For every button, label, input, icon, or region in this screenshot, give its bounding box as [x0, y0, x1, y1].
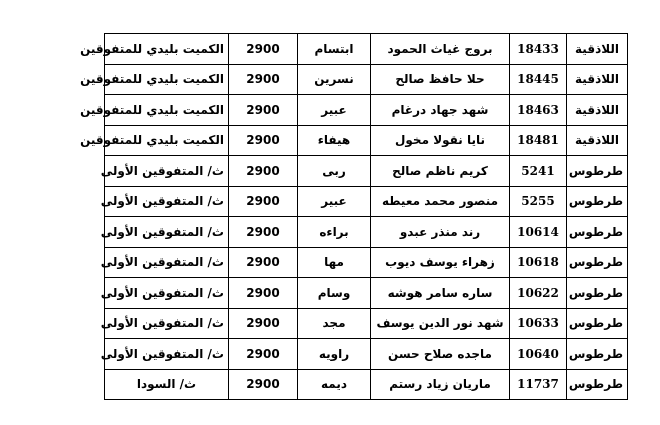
mother-name-cell: مها [298, 247, 371, 278]
school-cell: الكميت بليدي للمتفوقين [105, 125, 229, 156]
table-row [105, 369, 628, 400]
table-row [105, 247, 628, 278]
city-cell: طرطوس [567, 247, 628, 278]
score-cell: 2900 [229, 217, 298, 248]
table-row [105, 156, 628, 187]
student-name-cell: ماجده صلاح حسن [371, 339, 510, 370]
mother-name-cell: عبير [298, 95, 371, 126]
school-cell: الكميت بليدي للمتفوقين [105, 95, 229, 126]
school-cell: ث/ المتفوقين الأولى [105, 156, 229, 187]
mother-name-cell: نسرين [298, 64, 371, 95]
table-row [105, 95, 628, 126]
student-name-cell: ماريان زياد رستم [371, 369, 510, 400]
score-cell: 2900 [229, 247, 298, 278]
exam-number-cell: 10640 [510, 339, 567, 370]
city-cell: طرطوس [567, 278, 628, 309]
exam-number-cell: 5241 [510, 156, 567, 187]
score-cell: 2900 [229, 64, 298, 95]
city-cell: اللاذقية [567, 64, 628, 95]
score-cell: 2900 [229, 369, 298, 400]
results-table [80, 33, 628, 400]
city-cell: طرطوس [567, 217, 628, 248]
mother-name-cell: ابتسام [298, 34, 371, 65]
school-cell: ث/ المتفوقين الأولى [105, 247, 229, 278]
exam-number-cell: 18463 [510, 95, 567, 126]
school-cell: ث/ المتفوقين الأولى [105, 308, 229, 339]
student-name-cell: زهراء يوسف ديوب [371, 247, 510, 278]
table-row [105, 278, 628, 309]
table-row [105, 125, 628, 156]
exam-number-cell: 10614 [510, 217, 567, 248]
table-row [105, 308, 628, 339]
student-name-cell: نايا نقولا مخول [371, 125, 510, 156]
score-cell: 2900 [229, 125, 298, 156]
mother-name-cell: عبير [298, 186, 371, 217]
score-cell: 2900 [229, 156, 298, 187]
school-cell: الكميت بليدي للمتفوقين [105, 64, 229, 95]
exam-number-cell: 10622 [510, 278, 567, 309]
student-name-cell: منصور محمد معيطه [371, 186, 510, 217]
student-name-cell: رند منذر عبدو [371, 217, 510, 248]
school-cell: ث/ المتفوقين الأولى [105, 278, 229, 309]
score-cell: 2900 [229, 339, 298, 370]
city-cell: اللاذقية [567, 95, 628, 126]
mother-name-cell: مجد [298, 308, 371, 339]
exam-number-cell: 11737 [510, 369, 567, 400]
score-cell: 2900 [229, 308, 298, 339]
student-name-cell: ساره سامر هوشه [371, 278, 510, 309]
mother-name-cell: براءه [298, 217, 371, 248]
student-name-cell: حلا حافظ صالح [371, 64, 510, 95]
score-cell: 2900 [229, 278, 298, 309]
table-row [105, 186, 628, 217]
score-cell: 2900 [229, 186, 298, 217]
school-cell: ث/ المتفوقين الأولى [105, 186, 229, 217]
table-row [105, 64, 628, 95]
score-cell: 2900 [229, 34, 298, 65]
school-cell: ث/ المتفوقين الأولى [105, 217, 229, 248]
city-cell: اللاذقية [567, 125, 628, 156]
school-cell: ث/ السودا [105, 369, 229, 400]
city-cell: طرطوس [567, 156, 628, 187]
mother-name-cell: راويه [298, 339, 371, 370]
results-table-body [80, 34, 628, 400]
city-cell: طرطوس [567, 308, 628, 339]
student-name-cell: بروج غياث الحمود [371, 34, 510, 65]
exam-number-cell: 18445 [510, 64, 567, 95]
mother-name-cell: ديمه [298, 369, 371, 400]
exam-number-cell: 10633 [510, 308, 567, 339]
city-cell: اللاذقية [567, 34, 628, 65]
exam-number-cell: 10618 [510, 247, 567, 278]
table-row [105, 34, 628, 65]
exam-number-cell: 18481 [510, 125, 567, 156]
student-name-cell: شهد نور الدين يوسف [371, 308, 510, 339]
mother-name-cell: هيفاء [298, 125, 371, 156]
school-cell: الكميت بليدي للمتفوقين [105, 34, 229, 65]
student-name-cell: شهد جهاد درغام [371, 95, 510, 126]
city-cell: طرطوس [567, 339, 628, 370]
table-row [105, 339, 628, 370]
exam-number-cell: 5255 [510, 186, 567, 217]
mother-name-cell: ربى [298, 156, 371, 187]
school-cell: ث/ المتفوقين الأولى [105, 339, 229, 370]
exam-number-cell: 18433 [510, 34, 567, 65]
city-cell: طرطوس [567, 369, 628, 400]
student-name-cell: كريم ناظم صالح [371, 156, 510, 187]
mother-name-cell: وسام [298, 278, 371, 309]
table-row [105, 217, 628, 248]
city-cell: طرطوس [567, 186, 628, 217]
score-cell: 2900 [229, 95, 298, 126]
